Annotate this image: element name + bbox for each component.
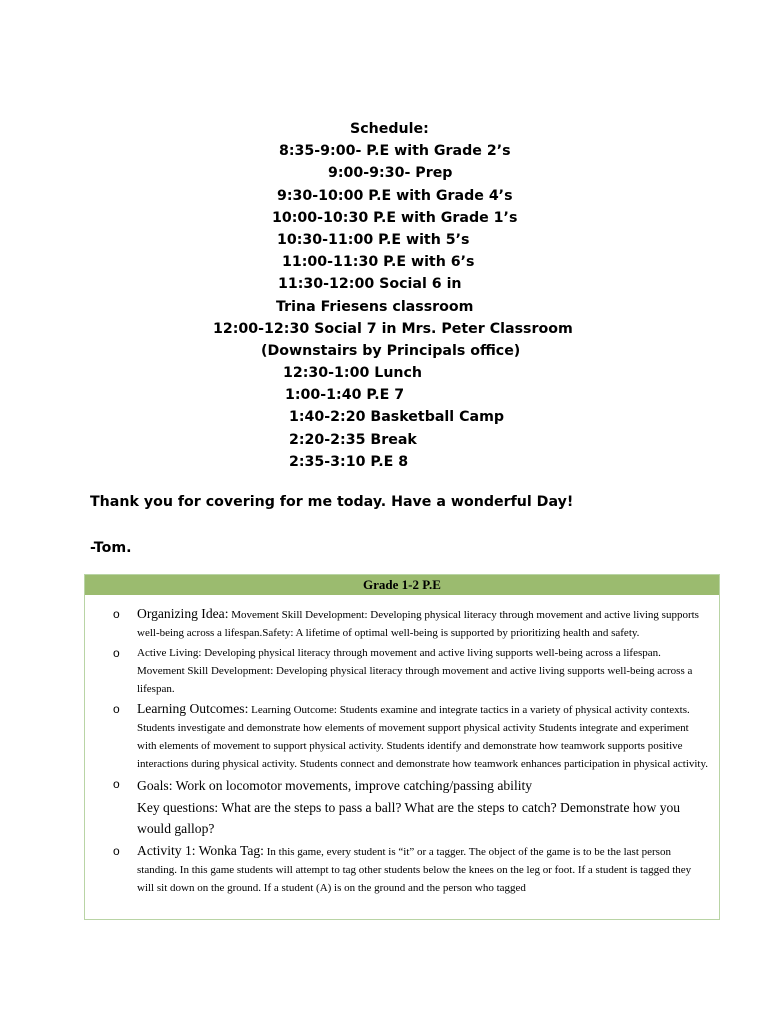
lesson-plan-table (84, 574, 720, 920)
lesson-plan-header: Grade 1-2 P.E (85, 575, 719, 595)
bullet-icon: o (113, 702, 120, 716)
list-item (85, 605, 719, 642)
schedule-line: (Downstairs by Principals office) (261, 342, 521, 359)
list-item (85, 644, 719, 698)
schedule-line: 2:35-3:10 P.E 8 (289, 453, 409, 470)
thank-you-note: Thank you for covering for me today. Have a wonderful Day! (90, 494, 574, 510)
schedule-line: 10:00-10:30 P.E with Grade 1’s (272, 209, 518, 226)
schedule-line: 1:00-1:40 P.E 7 (285, 387, 405, 404)
item-label: Activity 1: Wonka Tag: (137, 842, 264, 858)
list-item (85, 700, 719, 773)
signature: -Tom. (90, 540, 132, 556)
item-text: In this game, every student is “it” or a tagger. The object of the game is to be the last person standing. In this game students will attempt to tag other students below the knees on the leg or foot. If a student is tagged they will sit down on the ground. If a student (A) is on the ground and the person who tagged (137, 845, 692, 894)
item-label: Organizing Idea: (137, 606, 229, 621)
schedule-line: 11:00-11:30 P.E with 6’s (282, 254, 475, 271)
schedule-title: Schedule: (350, 121, 429, 137)
schedule-line: 2:20-2:35 Break (289, 431, 417, 448)
item-label: Learning Outcomes: (137, 701, 249, 716)
item-label: Goals: Work on locomotor movements, improve catching/passing ability (137, 778, 533, 793)
item-text: Learning Outcome: Students examine and integrate tactics in a variety of physical activity contexts. Students investigate and demonstrate how elements of movement support physical activity Students integrate and experiment with elements of movement to support physical activity. Students identify and demonstrate how teamwork supports positive interactions during physical activity. Students connect and demonstrate how teamwork enhances participation in physical activity. (137, 704, 709, 770)
schedule-line: Trina Friesens classroom (276, 298, 474, 315)
bullet-icon: o (113, 777, 120, 791)
bullet-icon: o (113, 646, 120, 660)
schedule-line: 10:30-11:00 P.E with 5’s (277, 231, 470, 248)
schedule-line: 1:40-2:20 Basketball Camp (289, 409, 505, 426)
schedule-line: 11:30-12:00 Social 6 in (278, 276, 462, 293)
schedule-line: 9:30-10:00 P.E with Grade 4’s (277, 187, 513, 204)
item-text: Active Living: Developing physical literacy through movement and active living supports well-being across a lifespan. Movement Skill Development: Developing physical literacy through movement and active living supports well-being across a lifespan. (137, 647, 693, 695)
item-text: Movement Skill Development: Developing physical literacy through movement and active living supports well-being across a lifespan.Safety: A lifetime of optimal well-being is supported by prioritizing health and safety. (137, 609, 699, 639)
schedule (0, 118, 768, 473)
schedule-line: 12:00-12:30 Social 7 in Mrs. Peter Classroom (213, 320, 573, 337)
item-text: Key questions: What are the steps to pass a ball? What are the steps to catch? Demonstrate how you would gallop? (137, 799, 681, 836)
list-item (85, 842, 719, 897)
schedule-line: 12:30-1:00 Lunch (283, 365, 423, 382)
schedule-line: 8:35-9:00- P.E with Grade 2’s (279, 143, 511, 160)
bullet-icon: o (113, 843, 120, 858)
bullet-icon: o (113, 607, 120, 621)
schedule-line: 9:00-9:30- Prep (328, 165, 453, 182)
lesson-plan-list (85, 595, 719, 897)
list-item (85, 775, 719, 840)
